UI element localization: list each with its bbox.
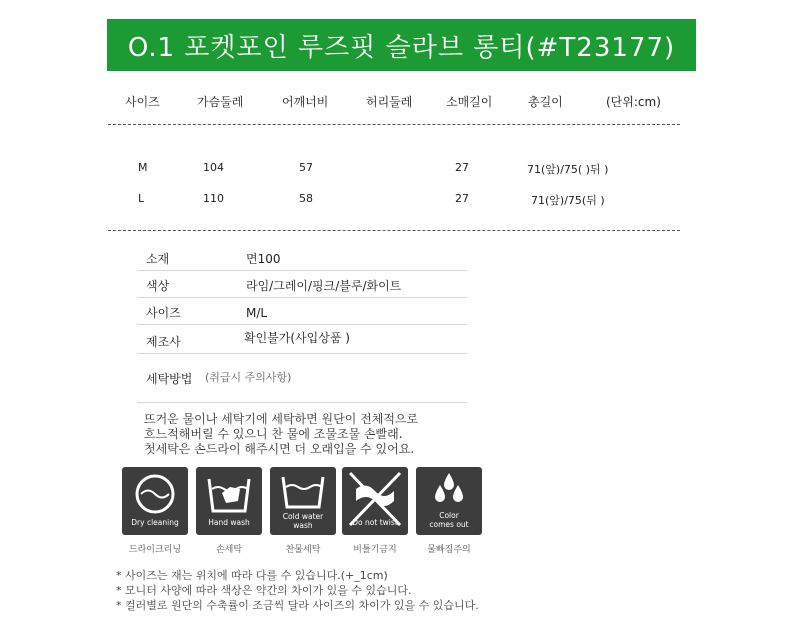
dry-cleaning-icon: [122, 467, 188, 535]
spec-value: 라임/그레이/핑크/블루/화이트: [246, 279, 402, 293]
spec-value: (취급시 주의사항): [205, 371, 292, 384]
spec-row-material: [137, 244, 467, 271]
card-label: Hand wash: [208, 518, 250, 527]
spec-label: 색상: [146, 279, 170, 293]
note-line: * 컬러별로 원단의 수축률이 조금씩 달라 사이즈의 차이가 있을 수 있습니다.: [116, 599, 479, 612]
cell-size: M: [138, 161, 148, 174]
size-table-header: [0, 93, 800, 109]
wash-line: 흐느적해버릴 수 있으니 찬 물에 조물조물 손빨래.: [144, 427, 403, 441]
cell-chest: 110: [203, 192, 224, 205]
caption-dry-cleaning: 드라이크리닝: [128, 545, 182, 555]
care-icons: [0, 467, 800, 557]
card-label: Do not twist: [352, 518, 398, 527]
spec-row-color: [137, 271, 467, 298]
spec-row-manufacturer: [137, 325, 467, 354]
cell-shoulder: 57: [299, 161, 313, 174]
header-shoulder: 어깨너비: [282, 95, 329, 109]
spec-label: 사이즈: [146, 306, 181, 320]
table-row: [0, 161, 800, 175]
wash-instructions: [144, 412, 418, 457]
cell-chest: 104: [203, 161, 224, 174]
divider-bottom: [108, 230, 680, 231]
wash-line: 첫세탁은 손드라이 해주시면 더 오래입을 수 있어요.: [144, 442, 415, 456]
spec-label: 제조사: [146, 335, 181, 349]
spec-label: 세탁방법: [146, 372, 193, 386]
card-label: wash: [293, 521, 313, 530]
header-unit: (단위:cm): [606, 95, 661, 109]
color-comes-out-icon: [416, 467, 482, 535]
spec-row-size: [137, 298, 467, 325]
spec-row-wash-method: [137, 354, 467, 403]
spec-value: 면100: [246, 252, 281, 266]
card-label: comes out: [429, 520, 469, 529]
header-waist: 허리둘레: [366, 95, 413, 109]
cell-length: 71(앞)/75(뒤 ): [531, 194, 605, 207]
caption-cold-water-wash: 찬물세탁: [285, 545, 321, 555]
spec-table: [137, 244, 467, 403]
note-line: * 사이즈는 재는 위치에 따라 다를 수 있습니다.(+_1cm): [116, 569, 388, 582]
notes: [116, 568, 479, 613]
caption-do-not-twist: 비틀기금지: [353, 545, 397, 555]
spec-label: 소재: [146, 252, 170, 266]
spec-value: 확인불가(사입상품 ): [244, 331, 350, 345]
hand-wash-icon: [196, 467, 262, 535]
divider-top: [108, 124, 680, 125]
caption-hand-wash: 손세탁: [215, 545, 243, 555]
caption-color-comes-out: 물빠짐주의: [427, 545, 471, 555]
cell-length: 71(앞)/75( )뒤 ): [527, 163, 609, 176]
table-row: [0, 192, 800, 206]
product-title: O.1 포켓포인 루즈핏 슬라브 롱티(#T23177): [107, 19, 696, 71]
cell-shoulder: 58: [299, 192, 313, 205]
cell-sleeve: 27: [455, 161, 469, 174]
header-length: 총길이: [528, 95, 563, 109]
card-label: Dry cleaning: [131, 518, 179, 527]
header-chest: 가슴둘레: [197, 95, 244, 109]
card-label: Cold water: [282, 512, 324, 521]
header-sleeve: 소매길이: [446, 95, 493, 109]
header-size: 사이즈: [125, 95, 160, 109]
spec-value: M/L: [246, 306, 268, 320]
card-label: Color: [439, 511, 459, 520]
cell-sleeve: 27: [455, 192, 469, 205]
wash-line: 뜨거운 물이나 세탁기에 세탁하면 원단이 전체적으로: [144, 412, 419, 426]
do-not-twist-icon: [342, 467, 408, 535]
cold-water-wash-icon: [270, 467, 336, 535]
cell-size: L: [138, 192, 145, 205]
note-line: * 모니터 사양에 따라 색상은 약간의 차이가 있을 수 있습니다.: [116, 584, 412, 597]
